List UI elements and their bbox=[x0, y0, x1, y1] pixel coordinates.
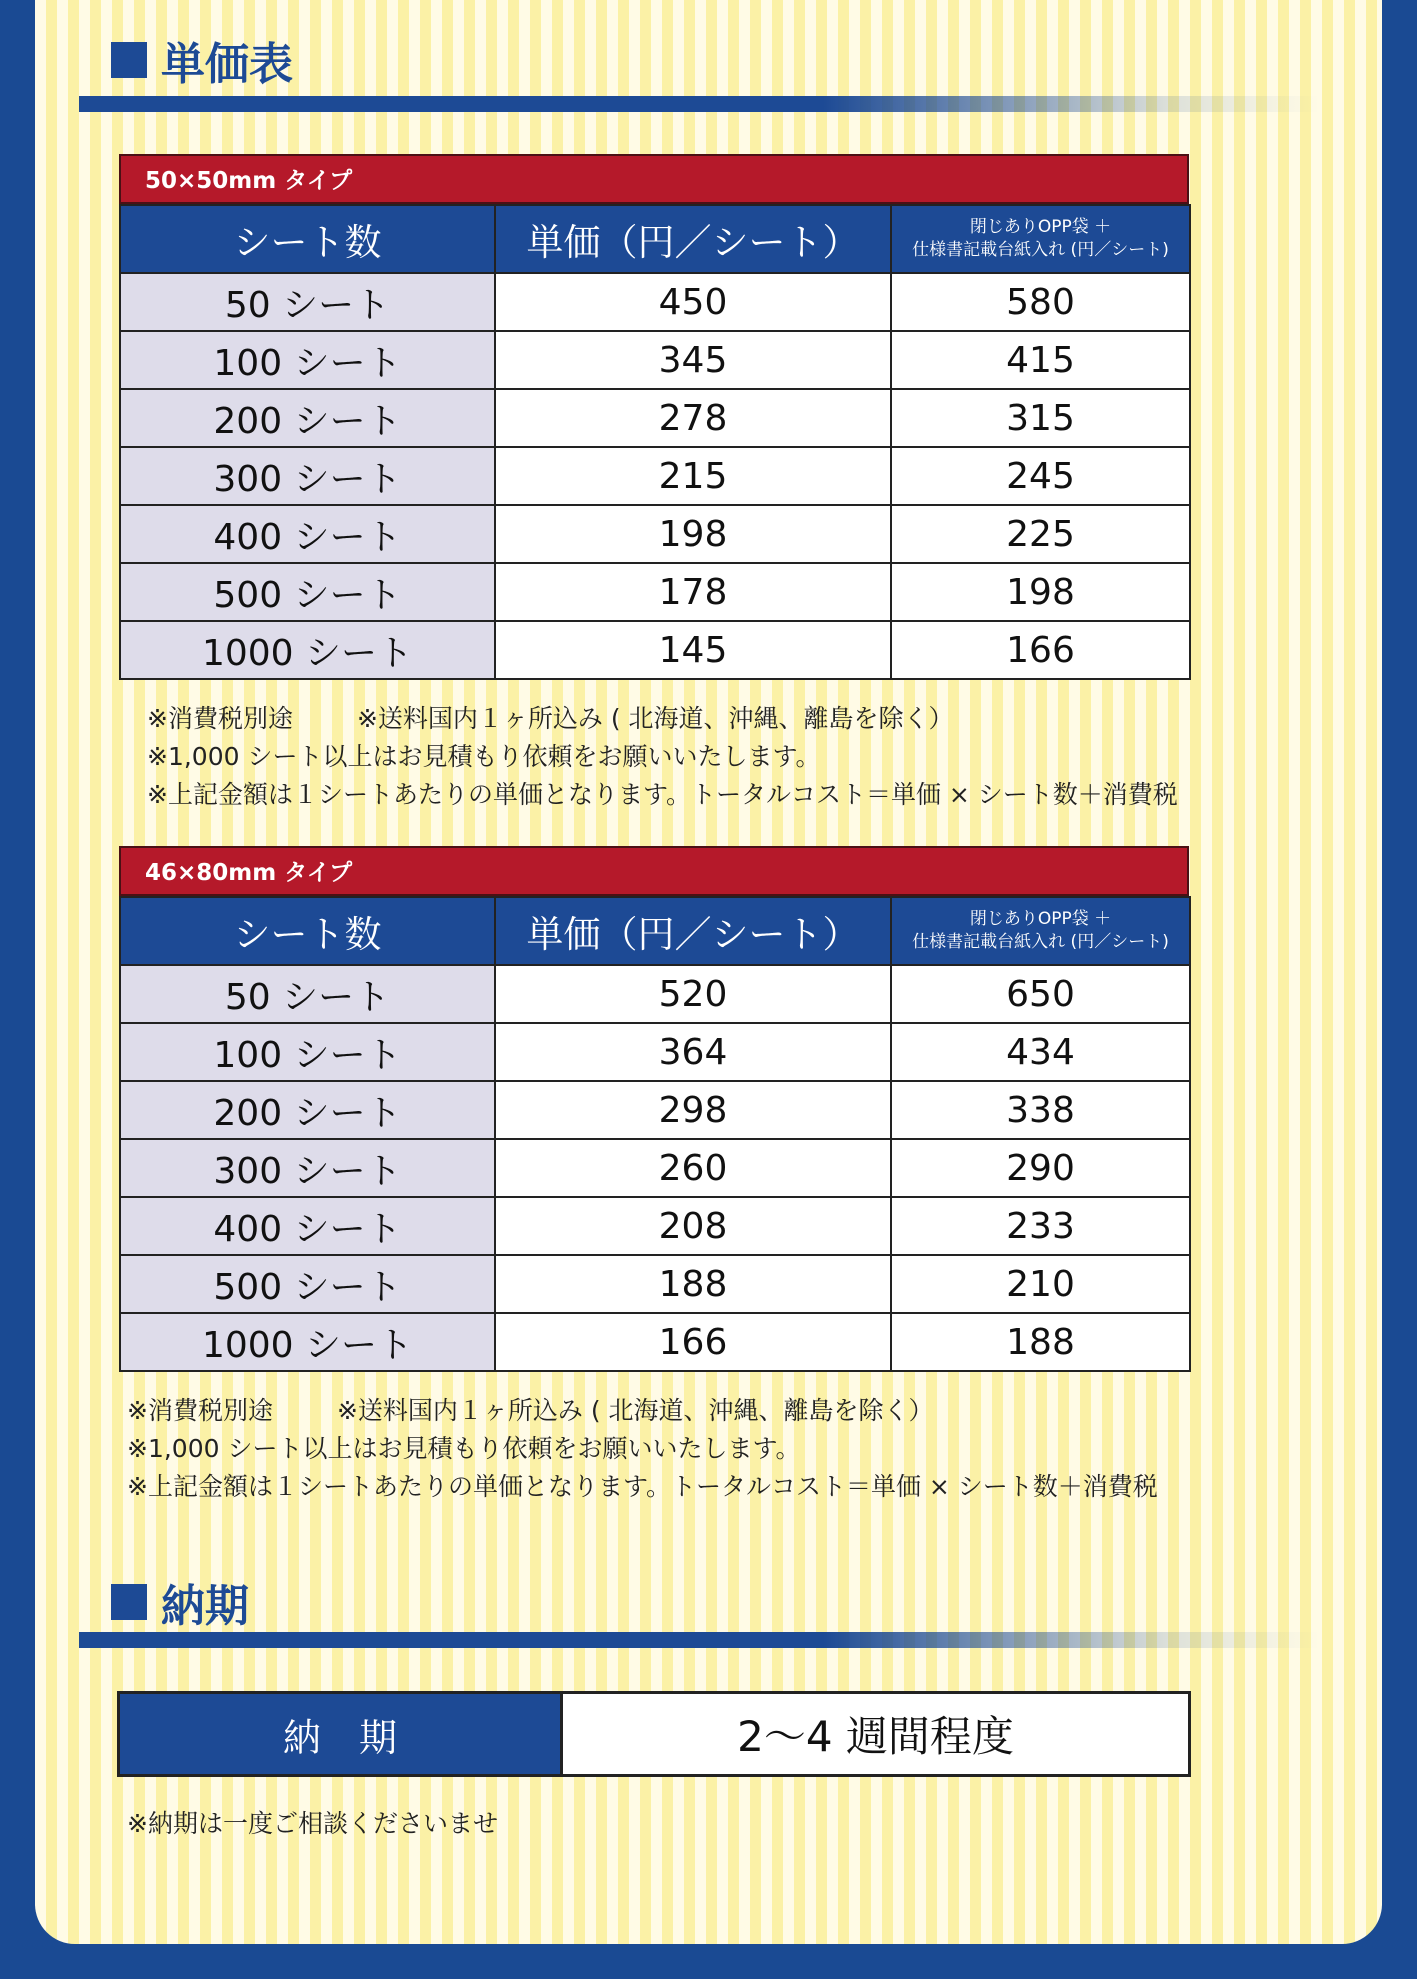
unit-price-cell: 178 bbox=[495, 563, 891, 621]
sheet-count-cell: 50 シート bbox=[120, 965, 495, 1023]
table-row bbox=[120, 621, 1190, 679]
unit-price-cell: 298 bbox=[495, 1081, 891, 1139]
heading-rule bbox=[79, 1632, 1319, 1648]
heading-rule bbox=[79, 96, 1319, 112]
price-notes bbox=[119, 1392, 1189, 1506]
total-cost-note: ※上記金額は１シートあたりの単価となります。トータルコスト＝単価 × シート数＋消費税 bbox=[127, 1472, 1158, 1501]
sheet-count-cell: 400 シート bbox=[120, 1197, 495, 1255]
delivery-label: 納 期 bbox=[120, 1694, 563, 1774]
page-background bbox=[35, 0, 1382, 1944]
delivery-note: ※納期は一度ご相談くださいませ bbox=[127, 1809, 498, 1838]
price-table-block-50x50 bbox=[119, 154, 1189, 814]
price-table bbox=[119, 896, 1191, 1372]
notes-line-1 bbox=[147, 700, 1189, 738]
table-header-row bbox=[120, 897, 1190, 965]
table-row bbox=[120, 1313, 1190, 1371]
unit-price-cell: 450 bbox=[495, 273, 891, 331]
table-row bbox=[120, 1139, 1190, 1197]
square-bullet-icon bbox=[111, 1584, 147, 1620]
opp-price-cell: 225 bbox=[891, 505, 1190, 563]
unit-price-cell: 198 bbox=[495, 505, 891, 563]
sheet-count-cell: 1000 シート bbox=[120, 621, 495, 679]
price-notes bbox=[119, 700, 1189, 814]
header-sheet-count: シート数 bbox=[120, 897, 495, 965]
opp-price-cell: 580 bbox=[891, 273, 1190, 331]
unit-price-cell: 278 bbox=[495, 389, 891, 447]
type-header: 46×80mm タイプ bbox=[119, 846, 1189, 896]
tax-note: ※消費税別途 bbox=[127, 1396, 273, 1425]
sheet-count-cell: 500 シート bbox=[120, 563, 495, 621]
opp-price-cell: 210 bbox=[891, 1255, 1190, 1313]
sheet-count-cell: 300 シート bbox=[120, 447, 495, 505]
table-row bbox=[120, 389, 1190, 447]
sheet-count-cell: 100 シート bbox=[120, 331, 495, 389]
sheet-count-cell: 1000 シート bbox=[120, 1313, 495, 1371]
total-cost-note: ※上記金額は１シートあたりの単価となります。トータルコスト＝単価 × シート数＋消費税 bbox=[147, 780, 1178, 809]
opp-price-cell: 338 bbox=[891, 1081, 1190, 1139]
unit-price-cell: 345 bbox=[495, 331, 891, 389]
table-row bbox=[120, 273, 1190, 331]
shipping-note: ※送料国内１ヶ所込み ( 北海道、沖縄、離島を除く） bbox=[356, 704, 954, 733]
shipping-note: ※送料国内１ヶ所込み ( 北海道、沖縄、離島を除く） bbox=[336, 1396, 934, 1425]
sheet-count-cell: 400 シート bbox=[120, 505, 495, 563]
notes-line-1 bbox=[127, 1392, 1189, 1430]
tax-note: ※消費税別途 bbox=[147, 704, 293, 733]
delivery-section-title: 納期 bbox=[161, 1581, 249, 1632]
table-row bbox=[120, 1197, 1190, 1255]
opp-price-cell: 434 bbox=[891, 1023, 1190, 1081]
sheet-count-cell: 50 シート bbox=[120, 273, 495, 331]
unit-price-cell: 166 bbox=[495, 1313, 891, 1371]
table-row bbox=[120, 505, 1190, 563]
header-opp-line1: 閉じありOPP袋 ＋ bbox=[969, 217, 1112, 237]
header-opp-line2: 仕様書記載台紙入れ (円／シート) bbox=[912, 932, 1169, 952]
table-header-row bbox=[120, 205, 1190, 273]
square-bullet-icon bbox=[111, 42, 147, 78]
unit-price-cell: 145 bbox=[495, 621, 891, 679]
unit-price-cell: 520 bbox=[495, 965, 891, 1023]
unit-price-cell: 364 bbox=[495, 1023, 891, 1081]
opp-price-cell: 198 bbox=[891, 563, 1190, 621]
table-row bbox=[120, 1023, 1190, 1081]
header-opp-line2: 仕様書記載台紙入れ (円／シート) bbox=[912, 240, 1169, 260]
sheet-count-cell: 300 シート bbox=[120, 1139, 495, 1197]
sheet-count-cell: 100 シート bbox=[120, 1023, 495, 1081]
sheet-count-cell: 200 シート bbox=[120, 1081, 495, 1139]
table-row bbox=[120, 563, 1190, 621]
sheet-count-cell: 200 シート bbox=[120, 389, 495, 447]
price-section-title: 単価表 bbox=[161, 39, 293, 90]
opp-price-cell: 166 bbox=[891, 621, 1190, 679]
opp-price-cell: 650 bbox=[891, 965, 1190, 1023]
header-opp-price bbox=[891, 205, 1190, 273]
table-row bbox=[120, 1255, 1190, 1313]
delivery-value: 2〜4 週間程度 bbox=[563, 1694, 1188, 1774]
header-unit-price: 単価（円／シート） bbox=[495, 897, 891, 965]
opp-price-cell: 233 bbox=[891, 1197, 1190, 1255]
price-section-heading bbox=[111, 28, 293, 92]
estimate-note: ※1,000 シート以上はお見積もり依頼をお願いいたします。 bbox=[147, 742, 821, 771]
unit-price-cell: 260 bbox=[495, 1139, 891, 1197]
price-table-block-46x80 bbox=[119, 846, 1189, 1506]
sheet-count-cell: 500 シート bbox=[120, 1255, 495, 1313]
table-row bbox=[120, 1081, 1190, 1139]
table-row bbox=[120, 447, 1190, 505]
estimate-note: ※1,000 シート以上はお見積もり依頼をお願いいたします。 bbox=[127, 1434, 801, 1463]
header-opp-price bbox=[891, 897, 1190, 965]
delivery-section-heading bbox=[111, 1570, 249, 1634]
price-table bbox=[119, 204, 1191, 680]
opp-price-cell: 315 bbox=[891, 389, 1190, 447]
opp-price-cell: 245 bbox=[891, 447, 1190, 505]
table-row bbox=[120, 965, 1190, 1023]
table-row bbox=[120, 331, 1190, 389]
unit-price-cell: 215 bbox=[495, 447, 891, 505]
header-sheet-count: シート数 bbox=[120, 205, 495, 273]
header-opp-line1: 閉じありOPP袋 ＋ bbox=[969, 909, 1112, 929]
unit-price-cell: 208 bbox=[495, 1197, 891, 1255]
opp-price-cell: 188 bbox=[891, 1313, 1190, 1371]
header-unit-price: 単価（円／シート） bbox=[495, 205, 891, 273]
unit-price-cell: 188 bbox=[495, 1255, 891, 1313]
delivery-box bbox=[117, 1691, 1191, 1777]
opp-price-cell: 415 bbox=[891, 331, 1190, 389]
opp-price-cell: 290 bbox=[891, 1139, 1190, 1197]
type-header: 50×50mm タイプ bbox=[119, 154, 1189, 204]
